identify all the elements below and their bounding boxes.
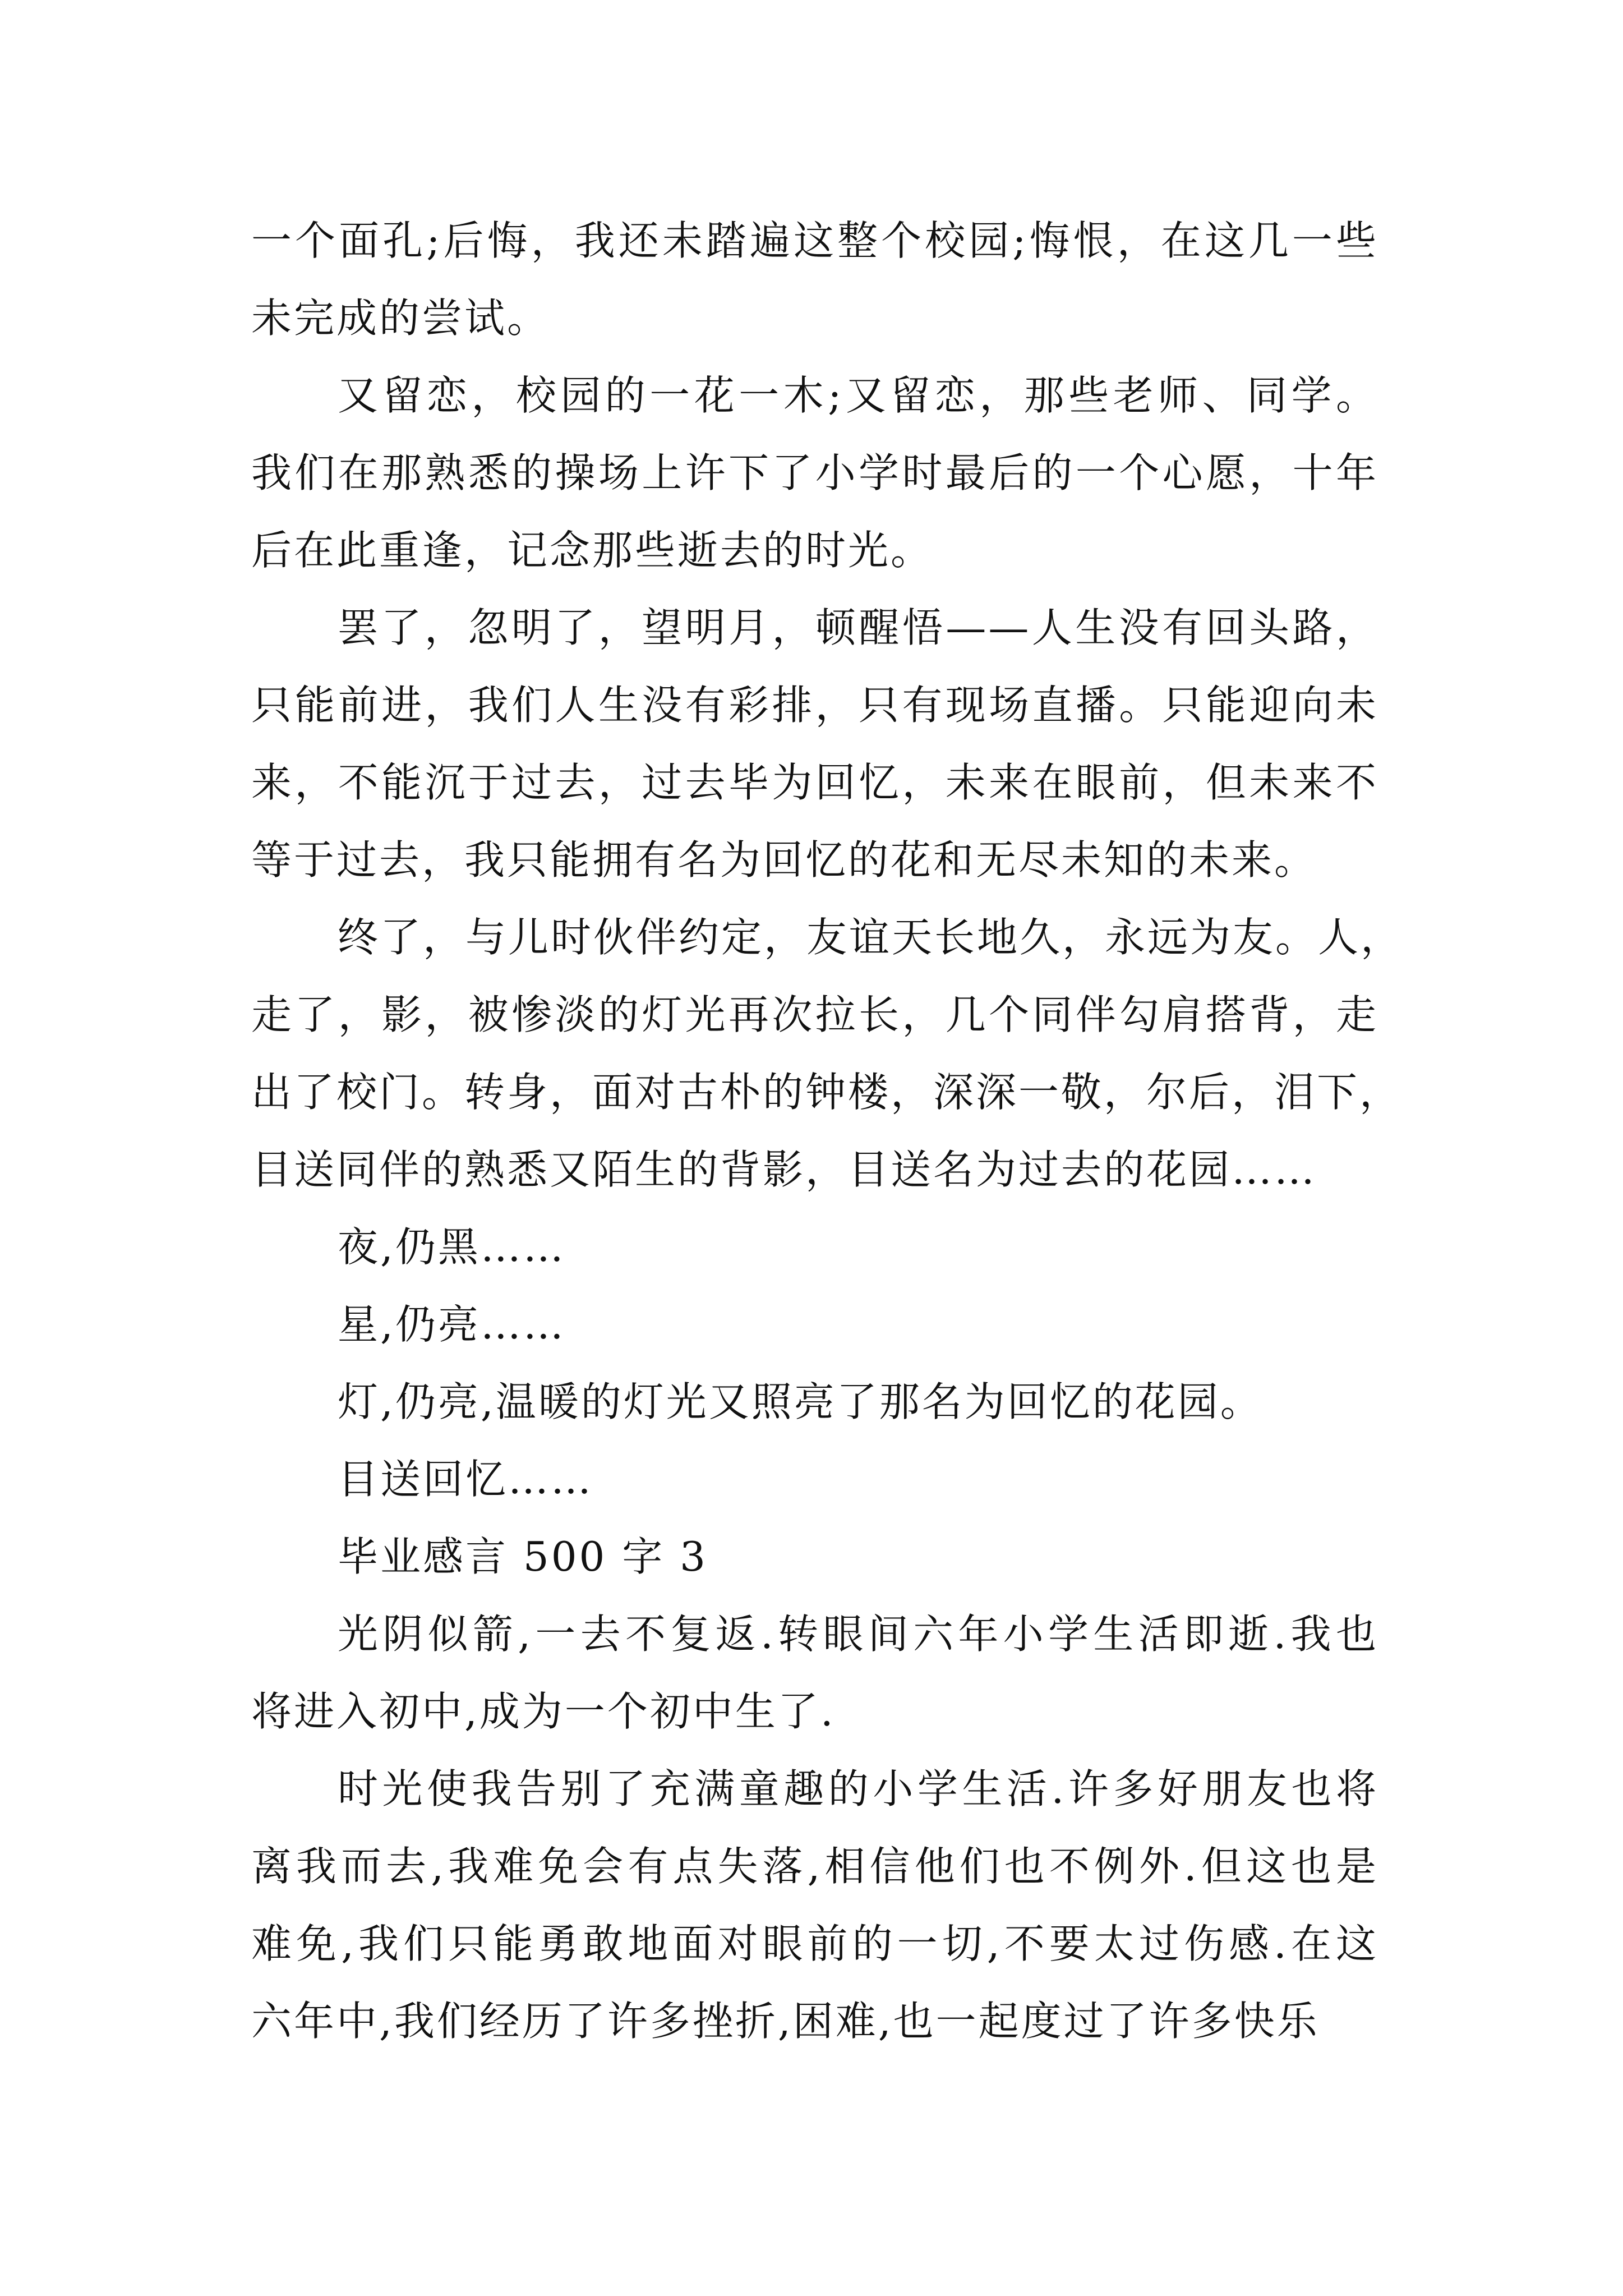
- text-line: 目送同伴的熟悉又陌生的背影，目送名为过去的花园……: [251, 1146, 1317, 1193]
- text-line: 毕业感言 500 字 3: [338, 1533, 708, 1580]
- text-line: 光阴似箭,一去不复返.转眼间六年小学生活即逝.我也: [338, 1611, 1378, 1658]
- text-line: 将进入初中,成为一个初中生了.: [251, 1688, 836, 1735]
- paragraph: [251, 1286, 1378, 1363]
- text-line: 走了，影，被惨淡的灯光再次拉长，几个同伴勾肩搭背，走: [251, 991, 1378, 1038]
- paragraph: [251, 1518, 1378, 1595]
- text-line: 六年中,我们经历了许多挫折,困难,也一起度过了许多快乐: [251, 1998, 1320, 2045]
- text-line: 目送回忆……: [338, 1456, 594, 1503]
- document-body: [251, 202, 1404, 2060]
- paragraph: [251, 202, 1378, 357]
- text-line: 离我而去,我难免会有点失落,相信他们也不例外.但这也是: [251, 1843, 1378, 1890]
- text-line: 等于过去，我只能拥有名为回忆的花和无尽未知的未来。: [251, 836, 1317, 884]
- text-line: 难免,我们只能勇敢地面对眼前的一切,不要太过伤感.在这: [251, 1920, 1378, 1967]
- text-line: 罢了，忽明了，望明月，顿醒悟——人生没有回头路，: [338, 604, 1378, 651]
- text-line: 未完成的尝试。: [251, 295, 550, 342]
- text-line: 又留恋，校园的一花一木;又留恋，那些老师、同学。: [338, 372, 1378, 419]
- text-line: 终了，与儿时伙伴约定，友谊天长地久，永远为友。人，: [338, 914, 1404, 961]
- text-line: 来，不能沉于过去，过去毕为回忆，未来在眼前，但未来不: [251, 759, 1378, 806]
- text-line: 我们在那熟悉的操场上许下了小学时最后的一个心愿，十年: [251, 449, 1378, 496]
- paragraph: [251, 899, 1404, 1208]
- paragraph: [251, 357, 1378, 589]
- text-line: 后在此重逢，记念那些逝去的时光。: [251, 527, 934, 574]
- text-line: 星,仍亮……: [338, 1301, 566, 1348]
- paragraph: [251, 1441, 1378, 1518]
- text-line: 夜,仍黑……: [338, 1223, 566, 1271]
- text-line: 只能前进，我们人生没有彩排，只有现场直播。只能迎向未: [251, 682, 1378, 729]
- paragraph: [251, 1363, 1378, 1441]
- text-line: 出了校门。转身，面对古朴的钟楼，深深一敬，尔后，泪下，: [251, 1069, 1403, 1116]
- text-line: 灯,仍亮,温暖的灯光又照亮了那名为回忆的花园。: [338, 1378, 1263, 1425]
- paragraph: [251, 1750, 1378, 2060]
- text-line: 时光使我告别了充满童趣的小学生活.许多好朋友也将: [338, 1765, 1378, 1812]
- paragraph: [251, 1595, 1378, 1750]
- paragraph: [251, 589, 1378, 899]
- text-line: 一个面孔;后悔，我还未踏遍这整个校园;悔恨，在这几一些: [251, 217, 1378, 264]
- paragraph: [251, 1208, 1378, 1286]
